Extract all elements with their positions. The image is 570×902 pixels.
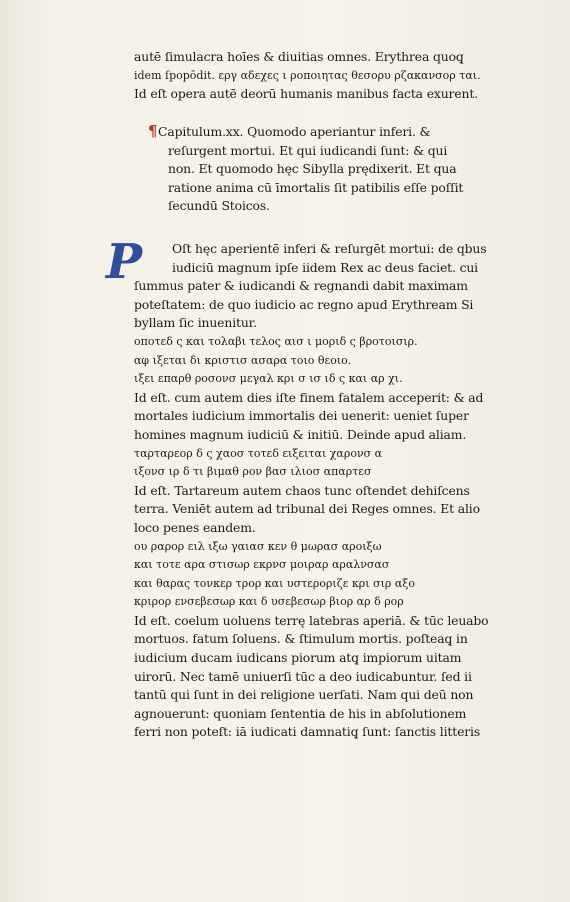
text-line: poteſtatem: de quo iudicio ac regno apud Erythream Si <box>134 296 474 312</box>
text-line: iudiciū magnum ipſe iidem Rex ac deus faciet. cui <box>172 259 478 275</box>
greek-line: κριρορ ενσεβεσωρ και δ υσεβεσωρ βιορ αρ δ ρορ <box>134 595 404 609</box>
chapter-heading <box>134 122 534 216</box>
text-line: loco penes eandem. <box>134 519 256 535</box>
text-line: reſurgent mortui. Et qui iudicandi ſunt: & qui <box>168 142 448 158</box>
text-line: non. Et quomodo hęc Sibylla prędixerit. Et qua <box>168 161 457 177</box>
text-line: agnouerunt: quoniam ſententia de his in abſolutionem <box>134 705 467 721</box>
greek-line: ιξει επαρθ ροσονσ μεγαλ κρι σ ισ ιδ ς και αρ χι. <box>134 372 403 386</box>
greek-line: ταρταρεορ δ ς χαοσ τοτεδ ειξειται χαρονσ α <box>134 446 383 460</box>
main-text <box>134 240 534 742</box>
greek-line: και τοτε αρα στισωρ εκρνσ μοιραρ αραλνσασ <box>134 558 390 572</box>
text-line: Id eſt. cum autem dies iſte finem fatalem acceperit: & ad <box>134 389 484 405</box>
greek-line: αφ ιξεται δι κριστισ ασαρα τοιο θεοιο. <box>134 353 352 367</box>
text-line: iudicium ducam iudicans piorum atq̧ impiorum uitam <box>134 650 462 666</box>
text-line: terra. Veniēt autem ad tribunal dei Reges omnes. Et alio <box>134 501 480 517</box>
greek-line: ιξονσ ιρ δ τι βιμαθ ρον βασ ιλιοσ απαρτεσ <box>134 465 372 479</box>
text-line: mortuos. fatum ſoluens. & ſtimulum mortis. poſteaq̧ in <box>134 631 468 647</box>
greek-line: ου ραρορ ειλ ιξω γαιασ κεν θ μωρασ αροιξω <box>134 539 382 553</box>
text-line: ratione anima cū īmortalis ſit patibilis eſſe poſſit <box>168 179 464 195</box>
text-line: tantū qui ſunt in dei religione uerſati. Nam qui deū non <box>134 687 474 703</box>
text-line: ſecundū Stoicos. <box>168 198 270 214</box>
text-line: ſummus pater & iudicandi & regnandi dabit maximam <box>134 278 468 294</box>
text-line: byllam ſic inuenitur. <box>134 315 257 331</box>
text-line: Id eſt. coelum uoluens terrę latebras aperiā. & tūc leuabo <box>134 612 489 628</box>
text-line: Oſt hęc aperientē inferi & reſurgēt mortui: de qbus <box>172 241 487 256</box>
text-line: autē ſimulacra hoīes & diuitias omnes. Erythrea quoq̧ <box>134 49 464 64</box>
pilcrow-icon: ¶ <box>148 122 158 140</box>
chapter-title-text: Capitulum.xx. Quomodo aperiantur inferi. & <box>158 124 431 139</box>
greek-line: οποτεδ ς και τολαβι τελος αισ ι μοριδ ς βροτοισιρ. <box>134 334 418 348</box>
decorated-initial-icon: P <box>106 234 143 290</box>
chapter-title-line <box>134 122 534 142</box>
text-line: Id eſt opera autē deorū humanis manibus facta exurent. <box>134 86 478 102</box>
greek-line: idem ſpopōdit. εργ αδεχες ι ροποιητας θεσορυ ρζακανσορ ται. <box>134 68 481 82</box>
text-line: mortales iudicium immortalis dei uenerit: ueniet ſuper <box>134 408 469 424</box>
top-paragraph <box>134 48 534 104</box>
text-line: uirorū. Nec tamē uniuerſi tūc a deo iudicabuntur. ſed ii <box>134 668 472 684</box>
greek-line: και θαρας τονκερ τρορ και υστεροριζε κρι σιρ αξο <box>134 576 415 590</box>
text-line: ferri non poteſt: iā iudicati damnatiq̧ ſunt: ſanctis litteris <box>134 724 481 740</box>
text-line: Id eſt. Tartareum autem chaos tunc oſtendet dehiſcens <box>134 482 470 498</box>
text-line: homines magnum iudiciū & initiū. Deinde apud aliam. <box>134 426 467 442</box>
